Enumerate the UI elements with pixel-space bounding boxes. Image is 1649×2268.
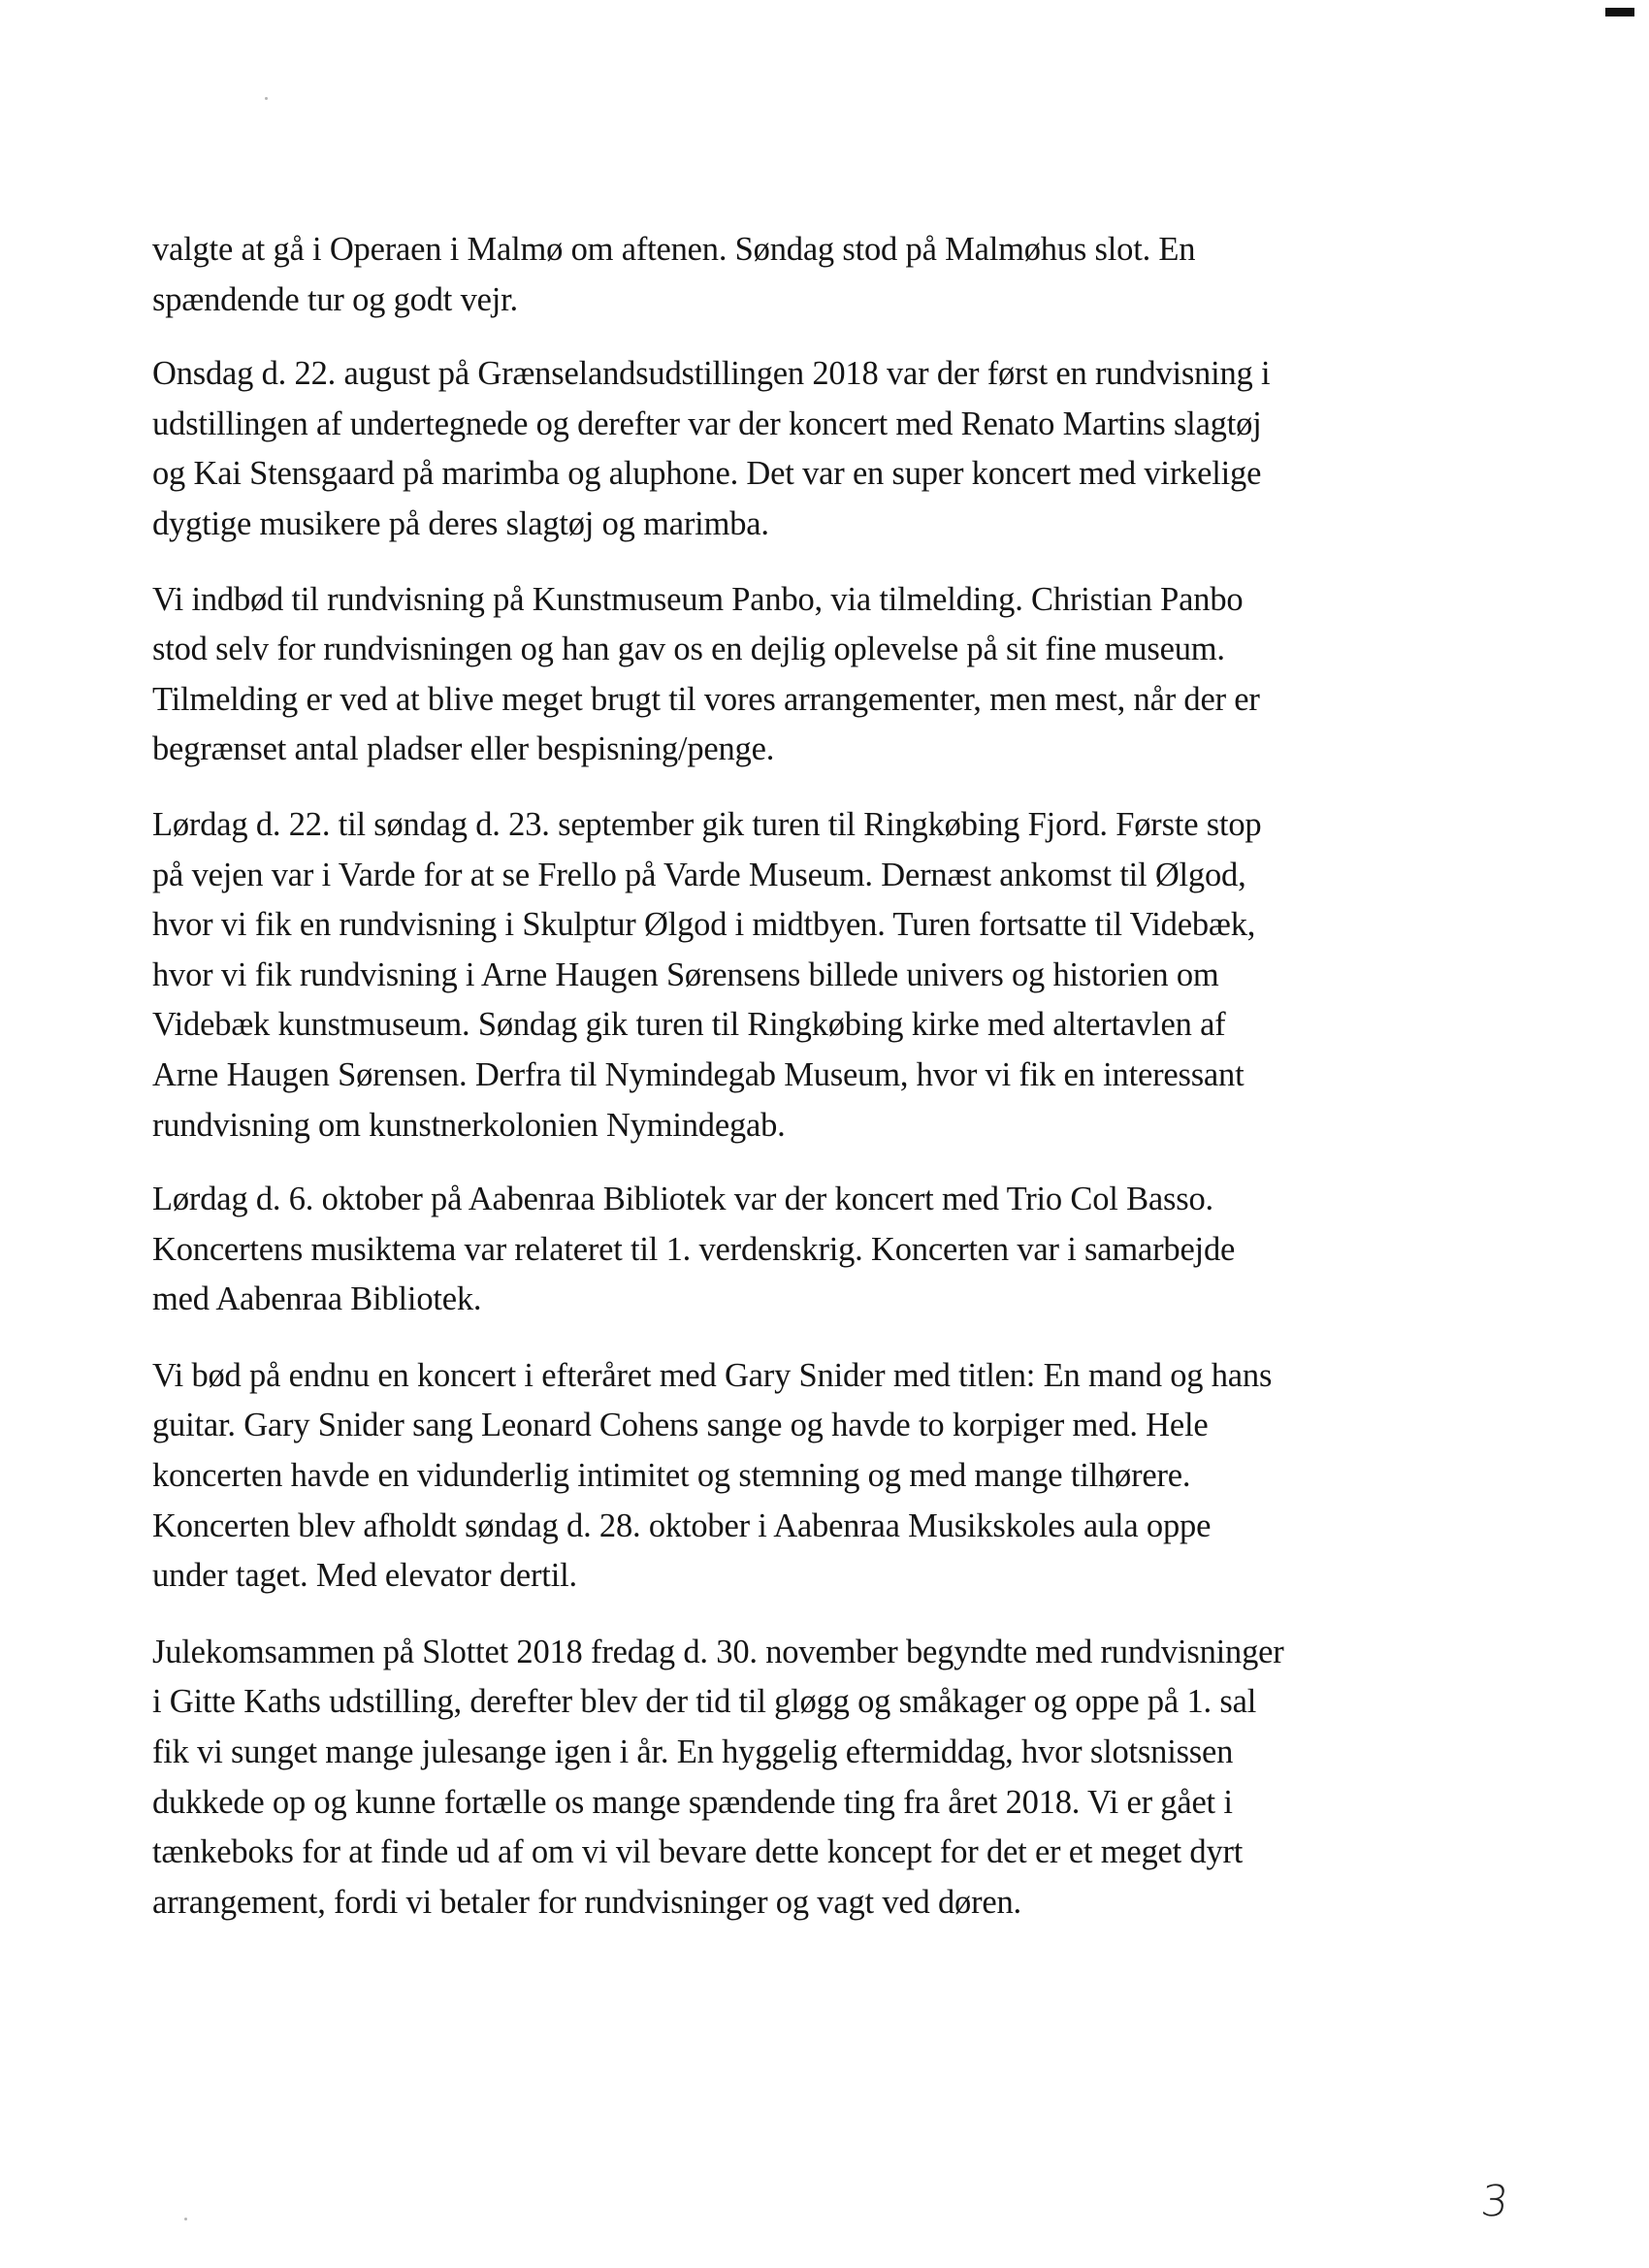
paragraph-julekomsammen bbox=[152, 1628, 1457, 1928]
scan-registration-mark bbox=[1605, 8, 1634, 16]
page-number: 3 bbox=[1478, 2177, 1511, 2226]
text-line: udstillingen af undertegnede og derefter var der koncert med Renato Martins slagtøj bbox=[152, 405, 1262, 442]
text-line: dukkede op og kunne fortælle os mange spændende ting fra året 2018. Vi er gået i bbox=[152, 1783, 1233, 1821]
paragraph-gary-snider-concert bbox=[152, 1351, 1457, 1602]
text-line: begrænset antal pladser eller bespisning/penge. bbox=[152, 730, 775, 768]
paragraph-ringkobing-fjord-trip bbox=[152, 800, 1457, 1150]
text-line: i Gitte Kaths udstilling, derefter blev der tid til gløgg og småkager og oppe på 1. sal bbox=[152, 1683, 1257, 1721]
body-text bbox=[152, 225, 1457, 1928]
text-line: Vi indbød til rundvisning på Kunstmuseum Panbo, via tilmelding. Christian Panbo bbox=[152, 580, 1244, 618]
text-line: fik vi sunget mange julesange igen i år. En hyggelig eftermiddag, hvor slotsnissen bbox=[152, 1733, 1234, 1771]
text-line: Lørdag d. 6. oktober på Aabenraa Bibliotek var der koncert med Trio Col Basso. bbox=[152, 1181, 1213, 1218]
scan-speck bbox=[265, 97, 268, 100]
text-line: Onsdag d. 22. august på Grænselandsudstillingen 2018 var der først en rundvisning i bbox=[152, 355, 1271, 393]
text-line: Tilmelding er ved at blive meget brugt til vores arrangementer, men mest, når der er bbox=[152, 680, 1260, 718]
text-line: Koncerten blev afholdt søndag d. 28. oktober i Aabenraa Musikskoles aula oppe bbox=[152, 1507, 1212, 1544]
text-line: Lørdag d. 22. til søndag d. 23. september gik turen til Ringkøbing Fjord. Første stop bbox=[152, 805, 1262, 843]
text-line: rundvisning om kunstnerkolonien Nymindegab. bbox=[152, 1106, 786, 1144]
paragraph-malmo-trip bbox=[152, 225, 1457, 325]
text-line: hvor vi fik rundvisning i Arne Haugen Sørensens billede univers og historien om bbox=[152, 956, 1219, 993]
scan-speck bbox=[184, 2218, 187, 2220]
text-line: dygtige musikere på deres slagtøj og marimba. bbox=[152, 504, 769, 542]
text-line: og Kai Stensgaard på marimba og aluphone. Det var en super koncert med virkelige bbox=[152, 455, 1262, 493]
text-line: Arne Haugen Sørensen. Derfra til Nymindegab Museum, hvor vi fik en interessant bbox=[152, 1055, 1245, 1093]
text-line: Videbæk kunstmuseum. Søndag gik turen til Ringkøbing kirke med altertavlen af bbox=[152, 1006, 1226, 1044]
text-line: arrangement, fordi vi betaler for rundvisninger og vagt ved døren. bbox=[152, 1883, 1021, 1921]
paragraph-graenseland-exhibition bbox=[152, 349, 1457, 549]
text-line: under taget. Med elevator dertil. bbox=[152, 1557, 577, 1595]
text-line: guitar. Gary Snider sang Leonard Cohens sange og havde to korpiger med. Hele bbox=[152, 1407, 1209, 1444]
text-line: Vi bød på endnu en koncert i efteråret med Gary Snider med titlen: En mand og hans bbox=[152, 1356, 1273, 1394]
text-line: Julekomsammen på Slottet 2018 fredag d. 30. november begyndte med rundvisninger bbox=[152, 1633, 1284, 1670]
text-line: Koncertens musiktema var relateret til 1. verdenskrig. Koncerten var i samarbejde bbox=[152, 1230, 1236, 1268]
text-line: på vejen var i Varde for at se Frello på Varde Museum. Dernæst ankomst til Ølgod, bbox=[152, 856, 1246, 893]
paragraph-kunstmuseum-panbo bbox=[152, 575, 1457, 775]
text-line: stod selv for rundvisningen og han gav os en dejlig oplevelse på sit fine museum. bbox=[152, 631, 1225, 668]
text-line: med Aabenraa Bibliotek. bbox=[152, 1280, 482, 1318]
text-line: hvor vi fik en rundvisning i Skulptur Ølgod i midtbyen. Turen fortsatte til Videbæk, bbox=[152, 906, 1256, 944]
text-line: koncerten havde en vidunderlig intimitet og stemning og med mange tilhørere. bbox=[152, 1457, 1191, 1495]
text-line: valgte at gå i Operaen i Malmø om aftenen. Søndag stod på Malmøhus slot. En bbox=[152, 231, 1196, 268]
text-line: tænkeboks for at finde ud af om vi vil bevare dette koncept for det er et meget dyrt bbox=[152, 1833, 1244, 1871]
text-line: spændende tur og godt vejr. bbox=[152, 280, 518, 318]
paragraph-trio-col-basso-concert bbox=[152, 1175, 1457, 1325]
